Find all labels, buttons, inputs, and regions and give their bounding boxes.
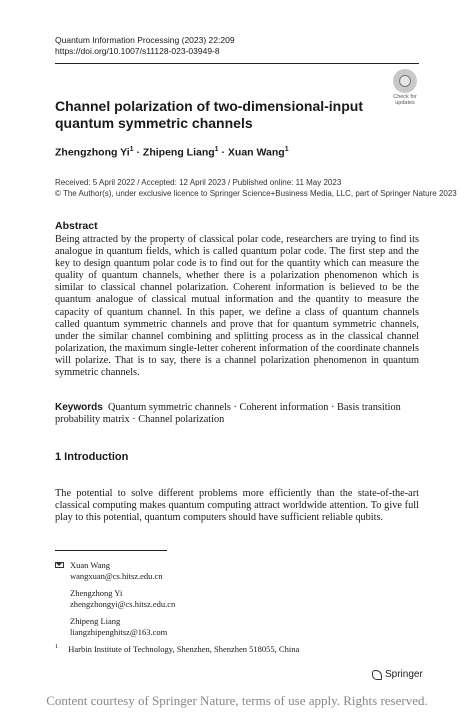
affiliation-footnote: [55, 643, 299, 654]
author-name[interactable]: Xuan Wang: [227, 146, 285, 159]
keywords-block: [55, 402, 419, 427]
footnote-rule: [55, 550, 167, 551]
author-name[interactable]: Zhipeng Liang: [142, 146, 215, 159]
contact-entry: [55, 588, 175, 609]
header-rule: [55, 63, 419, 64]
check-for-updates-badge[interactable]: [388, 69, 422, 106]
springer-horse-icon: [372, 670, 382, 680]
contact-name: Zhipeng Liang: [70, 616, 121, 626]
paper-title: Channel polarization of two-dimensional-input quantum symmetric channels: [55, 98, 363, 131]
publisher-name: Springer: [385, 669, 423, 680]
journal-citation: Quantum Information Processing (2023) 22:209: [55, 35, 235, 45]
publication-meta: [55, 178, 457, 199]
keywords-text: Quantum symmetric channels · Coherent information · Basis transition probability matrix · Channel polarization: [55, 402, 401, 426]
affiliation-mark: 1: [55, 643, 59, 650]
abstract-heading: Abstract: [55, 220, 98, 232]
author-name[interactable]: Zhengzhong Yi: [55, 146, 130, 159]
contact-email[interactable]: liangzhipenghitsz@163.com: [70, 626, 168, 637]
introduction-text: The potential to solve different problems more efficiently than the state-of-the-art classical computing makes quantum computing attract worldwide attention. To give full play to this potential, quantum computers should have sufficient reliable qubits.: [55, 488, 419, 524]
section-heading-introduction: 1 Introduction: [55, 451, 129, 463]
keywords-label: Keywords: [55, 402, 103, 413]
author-affiliation-mark: 1: [129, 146, 134, 153]
envelope-icon: [55, 562, 64, 568]
affiliation-text: Harbin Institute of Technology, Shenzhen, Shenzhen 518055, China: [68, 643, 300, 654]
journal-header: [55, 35, 235, 57]
author-separator: ·: [218, 146, 228, 159]
corresponding-authors: [55, 560, 175, 644]
author-list: [55, 146, 289, 159]
publisher-logo: [372, 669, 423, 680]
contact-email[interactable]: wangxuan@cs.hitsz.edu.cn: [70, 570, 163, 581]
copyright-notice: © The Author(s), under exclusive licence to Springer Science+Business Media, LLC, part of Springer Nature 2023: [55, 188, 457, 198]
contact-entry: [55, 616, 175, 637]
author-affiliation-mark: 1: [284, 146, 289, 153]
abstract-text: Being attracted by the property of classical polar code, researchers are trying to find its analogue in quantum fields, which is called quantum polar code. The first step and the key to design quantum polar code is to find out for the quantity which can measure the quality of quantum channels, whether there is a polarization phenomenon which is similar to classical channel polarization. Coherent information is believed to be the quantum analogue of classical mutual information and the quantity to measure the capacity of quantum channel. In this paper, we define a class of quantum channels called quantum symmetric channels and prove that for quantum symmetric channels, under the similar channel combining and splitting process as in the classical channel polarization, the maximum single-letter coherent information of the coordinate channels will polarize. That is to say, there is a channel polarization phenomenon in quantum symmetric channels.: [55, 234, 419, 379]
doi-link[interactable]: https://doi.org/10.1007/s11128-023-03949-8: [55, 46, 220, 56]
contact-email[interactable]: zhengzhongyi@cs.hitsz.edu.cn: [70, 598, 176, 609]
contact-name: Xuan Wang: [70, 560, 110, 570]
courtesy-watermark: Content courtesy of Springer Nature, terms of use apply. Rights reserved.: [46, 693, 428, 708]
check-updates-label: Check for updates: [393, 94, 417, 106]
contact-entry: [55, 560, 175, 581]
author-affiliation-mark: 1: [214, 146, 219, 153]
check-updates-icon: [393, 69, 417, 93]
author-separator: ·: [133, 146, 143, 159]
contact-name: Zhengzhong Yi: [70, 588, 123, 598]
publication-dates: Received: 5 April 2022 / Accepted: 12 April 2023 / Published online: 11 May 2023: [55, 178, 342, 187]
